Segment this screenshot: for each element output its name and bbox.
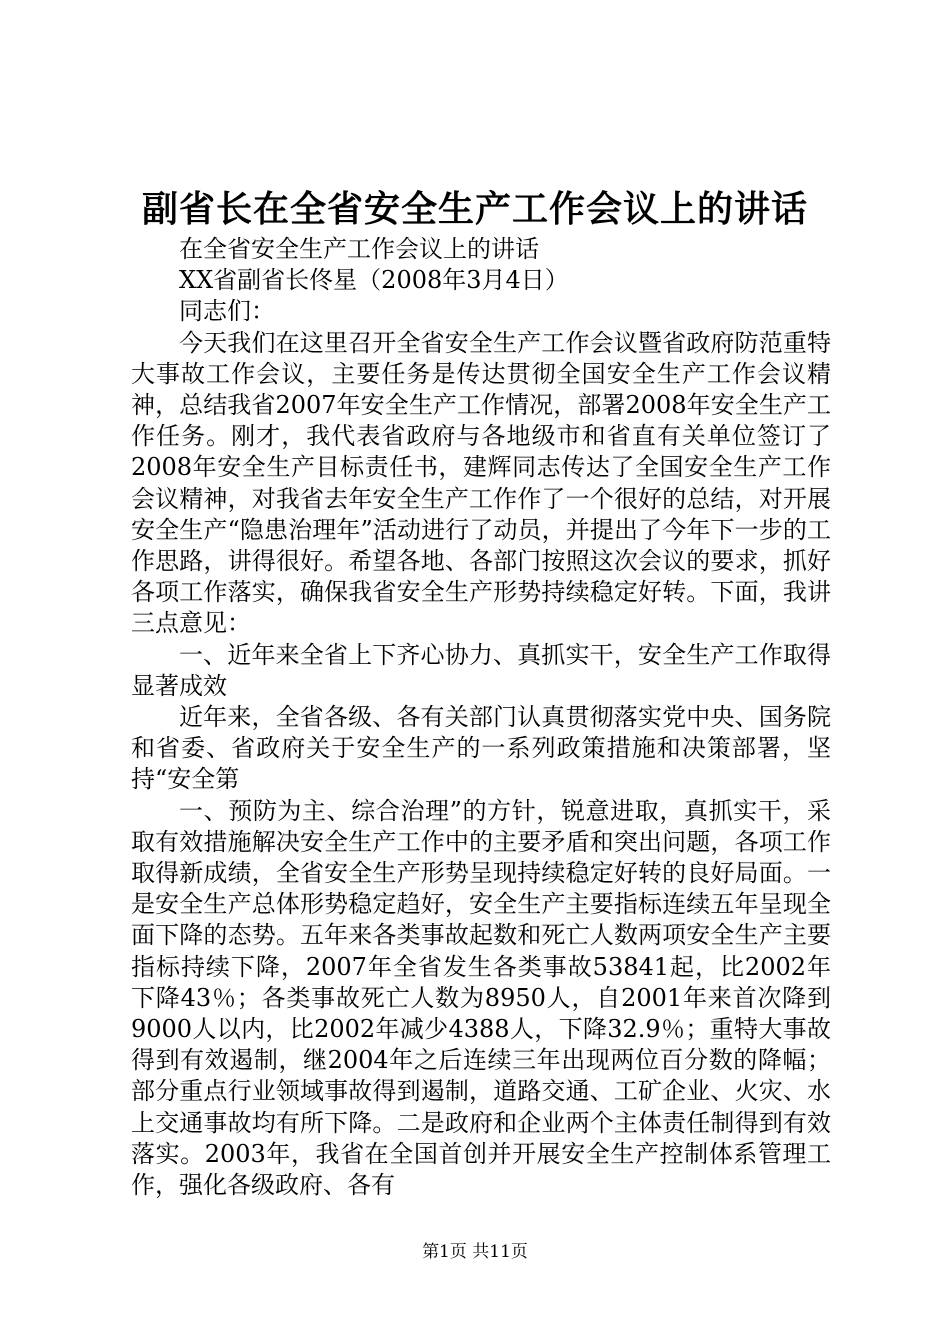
paragraph: 一、预防为主、综合治理”的方针，锐意进取，真抓实干，采取有效措施解决安全生产工作中的主要矛盾和突出问题，各项工作取得新成绩，全省安全生产形势呈现持续稳定好转的良好局面。一是安全生产总体形势稳定趋好，安全生产主要指标连续五年呈现全面下降的态势。五年来各类事故起数和死亡人数两项安全生产主要指标持续下降，2007年全省发生各类事故53841起，比2002年下降43％；各类事故死亡人数为8950人，自2001年来首次降到9000人以内，比2002年减少4388人，下降32.9％；重特大事故得到有效遏制，继2004年之后连续三年出现两位百分数的降幅；部分重点行业领域事故得到遏制，道路交通、工矿企业、火灾、水上交通事故均有所下降。二是政府和企业两个主体责任制得到有效落实。2003年，我省在全国首创并开展安全生产控制体系管理工作，强化各级政府、各有 xyxy=(131,796,831,1200)
section-heading: 一、近年来全省上下齐心协力、真抓实干，安全生产工作取得显著成效 xyxy=(131,640,831,700)
speech-heading: 在全省安全生产工作会议上的讲话 xyxy=(179,235,539,263)
speaker-line: XX省副省长佟星（2008年3月4日） xyxy=(179,266,569,295)
document-body xyxy=(131,234,831,1201)
page-title: 副省长在全省安全生产工作会议上的讲话 xyxy=(141,188,808,230)
paragraph: 今天我们在这里召开全省安全生产工作会议暨省政府防范重特大事故工作会议，主要任务是传达贯彻全国安全生产工作会议精神，总结我省2007年安全生产工作情况，部署2008年安全生产工作任务。刚才，我代表省政府与各地级市和省直有关单位签订了2008年安全生产目标责任书，建辉同志传达了全国安全生产工作会议精神，对我省去年安全生产工作作了一个很好的总结，对开展安全生产“隐患治理年”活动进行了动员，并提出了今年下一步的工作思路，讲得很好。希望各地、各部门按照这次会议的要求，抓好各项工作落实，确保我省安全生产形势持续稳定好转。下面，我讲三点意见： xyxy=(131,328,831,638)
page-footer: 第1页 共11页 xyxy=(422,1242,528,1262)
salutation: 同志们： xyxy=(179,297,275,326)
paragraph: 近年来，全省各级、各有关部门认真贯彻落实党中央、国务院和省委、省政府关于安全生产的一系列政策措施和决策部署，坚持“安全第 xyxy=(131,703,831,794)
